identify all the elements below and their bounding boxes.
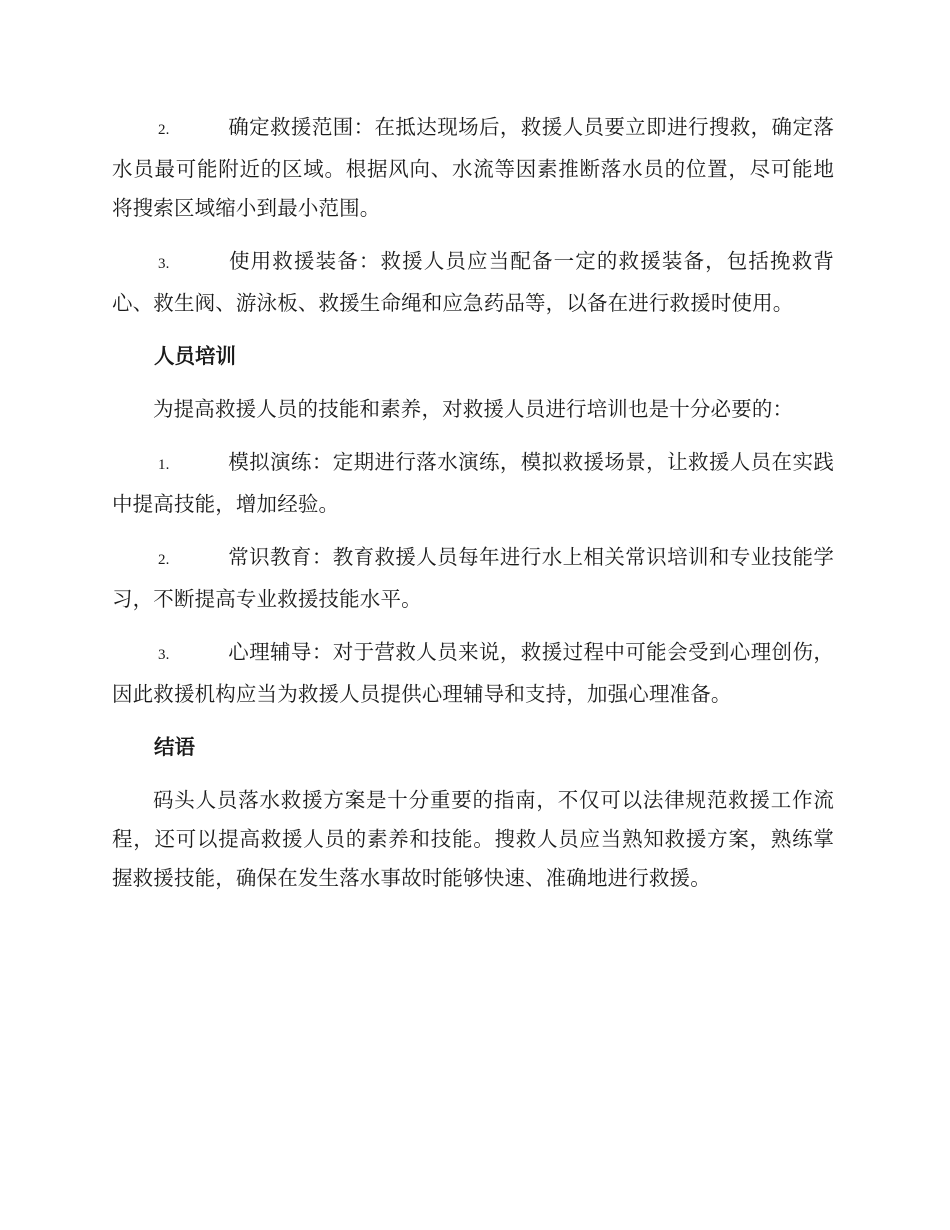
list-text: 模拟演练：定期进行落水演练，模拟救援场景，让救援人员在实践中提高技能，增加经验。 xyxy=(112,450,834,516)
section-heading-conclusion: 结语 xyxy=(154,735,195,759)
conclusion-text: 码头人员落水救援方案是十分重要的指南，不仅可以法律规范救援工作流程，还可以提高救援人员的素养和技能。搜救人员应当熟知救援方案，熟练掌握救援技能，确保在发生落水事故时能够快速、准确地进行救援。 xyxy=(112,788,834,890)
list-text: 确定救援范围：在抵达现场后，救援人员要立即进行搜救，确定落水员最可能附近的区域。根据风向、水流等因素推断落水员的位置，尽可能地将搜索区域缩小到最小范围。 xyxy=(112,115,834,220)
list-item xyxy=(112,108,834,228)
list-text: 常识教育：教育救援人员每年进行水上相关常识培训和专业技能学习，不断提高专业救援技能水平。 xyxy=(112,545,834,611)
list-number: 1. xyxy=(158,457,170,473)
list-number: 2. xyxy=(158,552,170,568)
document-page xyxy=(112,108,834,912)
section-heading-training: 人员培训 xyxy=(154,344,236,368)
training-intro: 为提高救援人员的技能和素养，对救援人员进行培训也是十分必要的： xyxy=(153,397,794,421)
list-number: 3. xyxy=(158,647,170,663)
list-number: 3. xyxy=(158,256,170,272)
list-text: 使用救援装备：救援人员应当配备一定的救援装备，包括挽救背心、救生阀、游泳板、救援生命绳和应急药品等，以备在进行救援时使用。 xyxy=(112,249,834,315)
list-number: 2. xyxy=(158,122,170,138)
list-item xyxy=(112,242,834,323)
list-item xyxy=(112,633,834,714)
list-item xyxy=(112,538,834,619)
list-text: 心理辅导：对于营救人员来说，救援过程中可能会受到心理创伤，因此救援机构应当为救援人员提供心理辅导和支持，加强心理准备。 xyxy=(112,640,834,706)
list-item xyxy=(112,443,834,524)
